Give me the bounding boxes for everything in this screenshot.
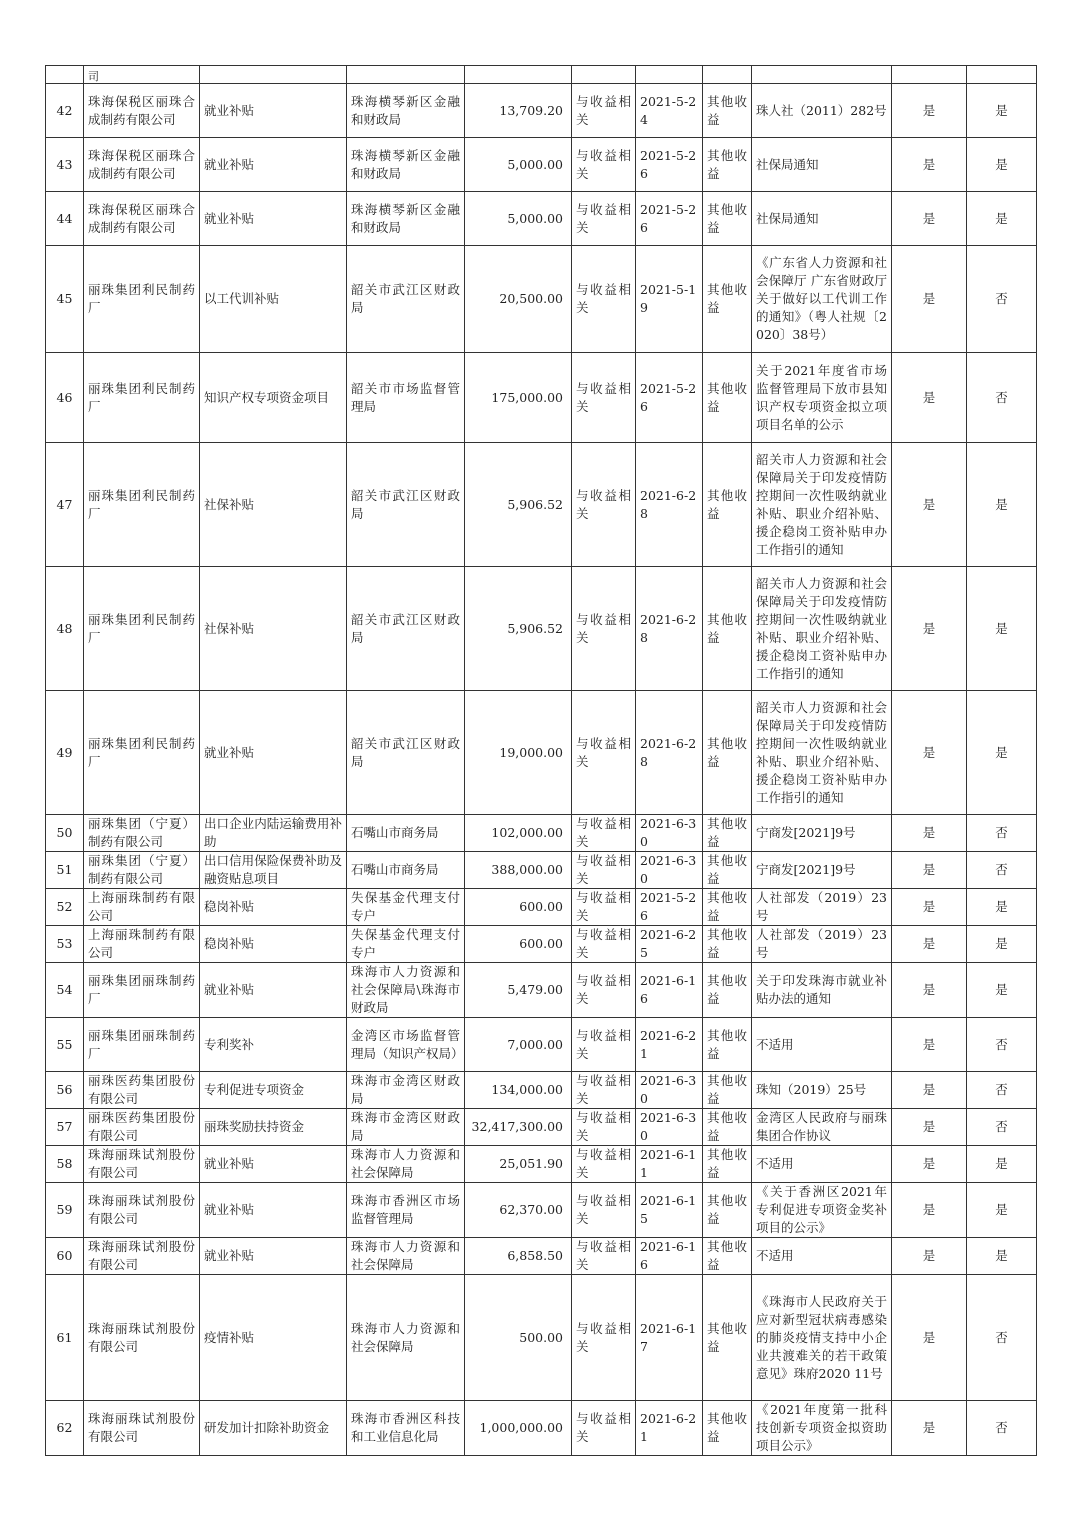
cell-flag-1: 是	[892, 1238, 967, 1275]
cell-flag-2: 是	[967, 889, 1037, 926]
cell-type: 与收益相关	[572, 353, 636, 443]
cell-account: 其他收益	[703, 1018, 752, 1072]
cell-company: 丽珠集团丽珠制药厂	[84, 963, 200, 1018]
cell-issuer: 珠海市金湾区财政局	[347, 1109, 465, 1146]
table-row	[46, 889, 1037, 926]
cell-basis: 珠知（2019）25号	[752, 1072, 892, 1109]
cell-type: 与收益相关	[572, 815, 636, 852]
cell-flag-1: 是	[892, 815, 967, 852]
cell-account: 其他收益	[703, 963, 752, 1018]
cell-basis: 珠人社（2011）282号	[752, 84, 892, 138]
cell-amount: 13,709.20	[465, 84, 572, 138]
table-row	[46, 138, 1037, 192]
cell-company: 珠海保税区丽珠合成制药有限公司	[84, 138, 200, 192]
cell-flag-1: 是	[892, 963, 967, 1018]
cell-no: 56	[46, 1072, 84, 1109]
cell-flag-2: 是	[967, 1183, 1037, 1238]
table-row	[46, 192, 1037, 246]
table-row	[46, 852, 1037, 889]
cell-item: 知识产权专项资金项目	[200, 353, 347, 443]
table-row	[46, 1018, 1037, 1072]
cell-basis: 不适用	[752, 1146, 892, 1183]
cell-date: 2021-6-28	[636, 443, 703, 567]
cell-account: 其他收益	[703, 1109, 752, 1146]
cell-type	[572, 66, 636, 84]
cell-item: 就业补贴	[200, 138, 347, 192]
table-row	[46, 1275, 1037, 1401]
cell-flag-1: 是	[892, 1109, 967, 1146]
cell-company: 珠海丽珠试剂股份有限公司	[84, 1275, 200, 1401]
cell-account	[703, 66, 752, 84]
cell-account: 其他收益	[703, 926, 752, 963]
cell-date: 2021-6-16	[636, 963, 703, 1018]
cell-flag-2: 否	[967, 1401, 1037, 1456]
cell-type: 与收益相关	[572, 192, 636, 246]
cell-item: 疫情补贴	[200, 1275, 347, 1401]
cell-amount: 5,906.52	[465, 567, 572, 691]
cell-item	[200, 66, 347, 84]
cell-amount: 5,906.52	[465, 443, 572, 567]
cell-item: 就业补贴	[200, 1238, 347, 1275]
cell-date: 2021-5-26	[636, 138, 703, 192]
table-row	[46, 1146, 1037, 1183]
cell-item: 稳岗补贴	[200, 926, 347, 963]
cell-issuer: 石嘴山市商务局	[347, 852, 465, 889]
cell-flag-2: 否	[967, 1072, 1037, 1109]
cell-type: 与收益相关	[572, 926, 636, 963]
cell-basis: 韶关市人力资源和社会保障局关于印发疫情防控期间一次性吸纳就业补贴、职业介绍补贴、援企稳岗工资补贴申办工作指引的通知	[752, 567, 892, 691]
cell-item: 就业补贴	[200, 192, 347, 246]
table-row	[46, 1109, 1037, 1146]
cell-flag-2: 是	[967, 1238, 1037, 1275]
cell-no: 42	[46, 84, 84, 138]
cell-flag-1: 是	[892, 84, 967, 138]
cell-no: 50	[46, 815, 84, 852]
cell-no: 46	[46, 353, 84, 443]
cell-company: 丽珠集团（宁夏）制药有限公司	[84, 815, 200, 852]
cell-account: 其他收益	[703, 1183, 752, 1238]
table-row	[46, 926, 1037, 963]
cell-flag-2: 是	[967, 1146, 1037, 1183]
cell-flag-1: 是	[892, 138, 967, 192]
cell-flag-2: 是	[967, 138, 1037, 192]
cell-item: 就业补贴	[200, 1183, 347, 1238]
cell-account: 其他收益	[703, 443, 752, 567]
cell-item: 社保补贴	[200, 443, 347, 567]
cell-company: 丽珠集团利民制药厂	[84, 443, 200, 567]
cell-flag-2: 否	[967, 353, 1037, 443]
cell-date: 2021-6-28	[636, 691, 703, 815]
cell-account: 其他收益	[703, 567, 752, 691]
cell-date: 2021-6-30	[636, 1072, 703, 1109]
cell-date	[636, 66, 703, 84]
cell-basis: 《广东省人力资源和社会保障厅 广东省财政厅关于做好以工代训工作的通知》（粤人社规〔2020〕38号）	[752, 246, 892, 353]
cell-flag-2: 否	[967, 1109, 1037, 1146]
cell-flag-2: 否	[967, 1275, 1037, 1401]
cell-account: 其他收益	[703, 1146, 752, 1183]
cell-date: 2021-6-25	[636, 926, 703, 963]
cell-type: 与收益相关	[572, 963, 636, 1018]
cell-item: 丽珠奖励扶持资金	[200, 1109, 347, 1146]
cell-issuer: 失保基金代理支付专户	[347, 926, 465, 963]
cell-no: 61	[46, 1275, 84, 1401]
cell-flag-1: 是	[892, 246, 967, 353]
cell-date: 2021-6-21	[636, 1018, 703, 1072]
cell-issuer: 韶关市武江区财政局	[347, 691, 465, 815]
cell-flag-2: 否	[967, 246, 1037, 353]
cell-basis: 韶关市人力资源和社会保障局关于印发疫情防控期间一次性吸纳就业补贴、职业介绍补贴、援企稳岗工资补贴申办工作指引的通知	[752, 443, 892, 567]
cell-account: 其他收益	[703, 889, 752, 926]
cell-type: 与收益相关	[572, 1072, 636, 1109]
cell-type: 与收益相关	[572, 1018, 636, 1072]
cell-company: 司	[84, 66, 200, 84]
table-row	[46, 1072, 1037, 1109]
subsidy-table	[45, 65, 1037, 1456]
cell-item: 就业补贴	[200, 963, 347, 1018]
cell-flag-2	[967, 66, 1037, 84]
cell-basis: 宁商发[2021]9号	[752, 815, 892, 852]
cell-company: 丽珠医药集团股份有限公司	[84, 1109, 200, 1146]
cell-account: 其他收益	[703, 1238, 752, 1275]
cell-issuer: 珠海市人力资源和社会保障局	[347, 1146, 465, 1183]
cell-amount	[465, 66, 572, 84]
cell-amount: 500.00	[465, 1275, 572, 1401]
cell-flag-1: 是	[892, 889, 967, 926]
cell-basis: 社保局通知	[752, 192, 892, 246]
table-body	[46, 66, 1037, 1456]
cell-amount: 5,000.00	[465, 138, 572, 192]
cell-issuer: 韶关市武江区财政局	[347, 443, 465, 567]
cell-basis: 关于2021年度省市场监督管理局下放市县知识产权专项资金拟立项项目名单的公示	[752, 353, 892, 443]
cell-type: 与收益相关	[572, 1401, 636, 1456]
cell-flag-1: 是	[892, 443, 967, 567]
cell-amount: 25,051.90	[465, 1146, 572, 1183]
cell-flag-2: 是	[967, 443, 1037, 567]
cell-account: 其他收益	[703, 1275, 752, 1401]
cell-no: 45	[46, 246, 84, 353]
cell-type: 与收益相关	[572, 443, 636, 567]
cell-no: 54	[46, 963, 84, 1018]
cell-amount: 19,000.00	[465, 691, 572, 815]
cell-account: 其他收益	[703, 138, 752, 192]
cell-type: 与收益相关	[572, 246, 636, 353]
cell-date: 2021-6-28	[636, 567, 703, 691]
cell-flag-1: 是	[892, 1146, 967, 1183]
cell-amount: 5,000.00	[465, 192, 572, 246]
cell-company: 丽珠集团利民制药厂	[84, 353, 200, 443]
cell-amount: 6,858.50	[465, 1238, 572, 1275]
cell-account: 其他收益	[703, 84, 752, 138]
cell-flag-2: 是	[967, 84, 1037, 138]
cell-amount: 1,000,000.00	[465, 1401, 572, 1456]
cell-no	[46, 66, 84, 84]
cell-company: 丽珠集团丽珠制药厂	[84, 1018, 200, 1072]
cell-flag-2: 是	[967, 691, 1037, 815]
cell-type: 与收益相关	[572, 567, 636, 691]
cell-item: 稳岗补贴	[200, 889, 347, 926]
cell-issuer: 珠海横琴新区金融和财政局	[347, 192, 465, 246]
cell-amount: 388,000.00	[465, 852, 572, 889]
cell-issuer: 珠海市香洲区科技和工业信息化局	[347, 1401, 465, 1456]
cell-type: 与收益相关	[572, 889, 636, 926]
cell-flag-1: 是	[892, 926, 967, 963]
cell-flag-2: 否	[967, 852, 1037, 889]
cell-basis: 社保局通知	[752, 138, 892, 192]
cell-flag-2: 是	[967, 926, 1037, 963]
cell-issuer: 珠海横琴新区金融和财政局	[347, 138, 465, 192]
cell-issuer: 失保基金代理支付专户	[347, 889, 465, 926]
cell-amount: 134,000.00	[465, 1072, 572, 1109]
cell-no: 49	[46, 691, 84, 815]
cell-amount: 32,417,300.00	[465, 1109, 572, 1146]
cell-type: 与收益相关	[572, 691, 636, 815]
cell-type: 与收益相关	[572, 852, 636, 889]
cell-account: 其他收益	[703, 192, 752, 246]
cell-company: 珠海保税区丽珠合成制药有限公司	[84, 192, 200, 246]
table-row	[46, 691, 1037, 815]
cell-company: 珠海丽珠试剂股份有限公司	[84, 1146, 200, 1183]
table-row	[46, 353, 1037, 443]
cell-amount: 600.00	[465, 926, 572, 963]
cell-company: 上海丽珠制药有限公司	[84, 926, 200, 963]
cell-no: 57	[46, 1109, 84, 1146]
table-row	[46, 84, 1037, 138]
cell-flag-1: 是	[892, 192, 967, 246]
cell-date: 2021-6-11	[636, 1146, 703, 1183]
cell-date: 2021-5-24	[636, 84, 703, 138]
cell-no: 62	[46, 1401, 84, 1456]
cell-item: 社保补贴	[200, 567, 347, 691]
cell-company: 丽珠集团利民制药厂	[84, 691, 200, 815]
cell-flag-1: 是	[892, 353, 967, 443]
cell-account: 其他收益	[703, 246, 752, 353]
cell-date: 2021-5-26	[636, 353, 703, 443]
cell-no: 59	[46, 1183, 84, 1238]
cell-item: 专利奖补	[200, 1018, 347, 1072]
cell-company: 上海丽珠制药有限公司	[84, 889, 200, 926]
cell-amount: 62,370.00	[465, 1183, 572, 1238]
cell-no: 55	[46, 1018, 84, 1072]
cell-flag-1: 是	[892, 1183, 967, 1238]
cell-date: 2021-6-30	[636, 852, 703, 889]
continued-row-fragment	[46, 66, 1037, 84]
cell-flag-1: 是	[892, 1275, 967, 1401]
cell-issuer: 金湾区市场监督管理局（知识产权局）	[347, 1018, 465, 1072]
cell-account: 其他收益	[703, 353, 752, 443]
cell-issuer: 珠海市人力资源和社会保障局\珠海市财政局	[347, 963, 465, 1018]
cell-amount: 102,000.00	[465, 815, 572, 852]
cell-amount: 7,000.00	[465, 1018, 572, 1072]
cell-item: 以工代训补贴	[200, 246, 347, 353]
cell-amount: 5,479.00	[465, 963, 572, 1018]
cell-company: 丽珠集团利民制药厂	[84, 246, 200, 353]
cell-flag-2: 否	[967, 1018, 1037, 1072]
cell-type: 与收益相关	[572, 84, 636, 138]
cell-date: 2021-5-26	[636, 192, 703, 246]
cell-issuer: 珠海市金湾区财政局	[347, 1072, 465, 1109]
cell-flag-1: 是	[892, 691, 967, 815]
cell-account: 其他收益	[703, 691, 752, 815]
cell-flag-1: 是	[892, 1401, 967, 1456]
cell-issuer: 珠海市香洲区市场监督管理局	[347, 1183, 465, 1238]
cell-basis: 《珠海市人民政府关于应对新型冠状病毒感染的肺炎疫情支持中小企业共渡难关的若干政策意见》珠府2020 11号	[752, 1275, 892, 1401]
cell-date: 2021-6-21	[636, 1401, 703, 1456]
table-row	[46, 815, 1037, 852]
cell-flag-2: 是	[967, 192, 1037, 246]
cell-no: 47	[46, 443, 84, 567]
cell-amount: 600.00	[465, 889, 572, 926]
cell-issuer: 珠海横琴新区金融和财政局	[347, 84, 465, 138]
table-row	[46, 246, 1037, 353]
cell-company: 丽珠医药集团股份有限公司	[84, 1072, 200, 1109]
cell-no: 58	[46, 1146, 84, 1183]
cell-type: 与收益相关	[572, 1109, 636, 1146]
cell-amount: 175,000.00	[465, 353, 572, 443]
cell-basis: 《2021年度第一批科技创新专项资金拟资助项目公示》	[752, 1401, 892, 1456]
cell-no: 60	[46, 1238, 84, 1275]
cell-issuer: 珠海市人力资源和社会保障局	[347, 1238, 465, 1275]
cell-basis: 不适用	[752, 1238, 892, 1275]
cell-type: 与收益相关	[572, 1238, 636, 1275]
cell-date: 2021-6-17	[636, 1275, 703, 1401]
table-row	[46, 567, 1037, 691]
cell-type: 与收益相关	[572, 138, 636, 192]
cell-basis: 韶关市人力资源和社会保障局关于印发疫情防控期间一次性吸纳就业补贴、职业介绍补贴、援企稳岗工资补贴申办工作指引的通知	[752, 691, 892, 815]
cell-date: 2021-6-16	[636, 1238, 703, 1275]
cell-issuer: 韶关市市场监督管理局	[347, 353, 465, 443]
cell-flag-1: 是	[892, 1072, 967, 1109]
cell-no: 43	[46, 138, 84, 192]
cell-type: 与收益相关	[572, 1183, 636, 1238]
table-row	[46, 1183, 1037, 1238]
cell-account: 其他收益	[703, 1401, 752, 1456]
table-row	[46, 1238, 1037, 1275]
cell-item: 出口信用保险保费补助及融资贴息项目	[200, 852, 347, 889]
cell-item: 就业补贴	[200, 84, 347, 138]
cell-flag-2: 是	[967, 963, 1037, 1018]
cell-account: 其他收益	[703, 1072, 752, 1109]
cell-item: 研发加计扣除补助资金	[200, 1401, 347, 1456]
cell-no: 51	[46, 852, 84, 889]
cell-flag-1: 是	[892, 1018, 967, 1072]
cell-issuer: 韶关市武江区财政局	[347, 246, 465, 353]
cell-company: 珠海保税区丽珠合成制药有限公司	[84, 84, 200, 138]
cell-flag-1: 是	[892, 852, 967, 889]
cell-date: 2021-5-19	[636, 246, 703, 353]
cell-flag-2: 是	[967, 567, 1037, 691]
cell-item: 出口企业内陆运输费用补助	[200, 815, 347, 852]
table-row	[46, 963, 1037, 1018]
cell-flag-2: 否	[967, 815, 1037, 852]
cell-date: 2021-5-26	[636, 889, 703, 926]
cell-basis: 不适用	[752, 1018, 892, 1072]
cell-item: 就业补贴	[200, 691, 347, 815]
cell-item: 专利促进专项资金	[200, 1072, 347, 1109]
cell-no: 52	[46, 889, 84, 926]
cell-date: 2021-6-30	[636, 815, 703, 852]
cell-company: 珠海丽珠试剂股份有限公司	[84, 1401, 200, 1456]
cell-basis: 金湾区人民政府与丽珠集团合作协议	[752, 1109, 892, 1146]
cell-type: 与收益相关	[572, 1146, 636, 1183]
cell-basis: 《关于香洲区2021年专利促进专项资金奖补项目的公示》	[752, 1183, 892, 1238]
cell-item: 就业补贴	[200, 1146, 347, 1183]
cell-basis: 人社部发（2019）23号	[752, 889, 892, 926]
cell-account: 其他收益	[703, 815, 752, 852]
cell-issuer: 石嘴山市商务局	[347, 815, 465, 852]
cell-date: 2021-6-15	[636, 1183, 703, 1238]
cell-amount: 20,500.00	[465, 246, 572, 353]
cell-company: 丽珠集团（宁夏）制药有限公司	[84, 852, 200, 889]
cell-flag-1: 是	[892, 567, 967, 691]
cell-basis: 宁商发[2021]9号	[752, 852, 892, 889]
cell-no: 44	[46, 192, 84, 246]
cell-company: 珠海丽珠试剂股份有限公司	[84, 1238, 200, 1275]
cell-account: 其他收益	[703, 852, 752, 889]
cell-company: 珠海丽珠试剂股份有限公司	[84, 1183, 200, 1238]
cell-type: 与收益相关	[572, 1275, 636, 1401]
cell-basis	[752, 66, 892, 84]
cell-date: 2021-6-30	[636, 1109, 703, 1146]
table-row	[46, 443, 1037, 567]
cell-no: 53	[46, 926, 84, 963]
cell-no: 48	[46, 567, 84, 691]
cell-flag-1	[892, 66, 967, 84]
cell-issuer: 韶关市武江区财政局	[347, 567, 465, 691]
cell-basis: 人社部发（2019）23号	[752, 926, 892, 963]
table-row	[46, 1401, 1037, 1456]
cell-issuer: 珠海市人力资源和社会保障局	[347, 1275, 465, 1401]
cell-issuer	[347, 66, 465, 84]
cell-company: 丽珠集团利民制药厂	[84, 567, 200, 691]
cell-basis: 关于印发珠海市就业补贴办法的通知	[752, 963, 892, 1018]
